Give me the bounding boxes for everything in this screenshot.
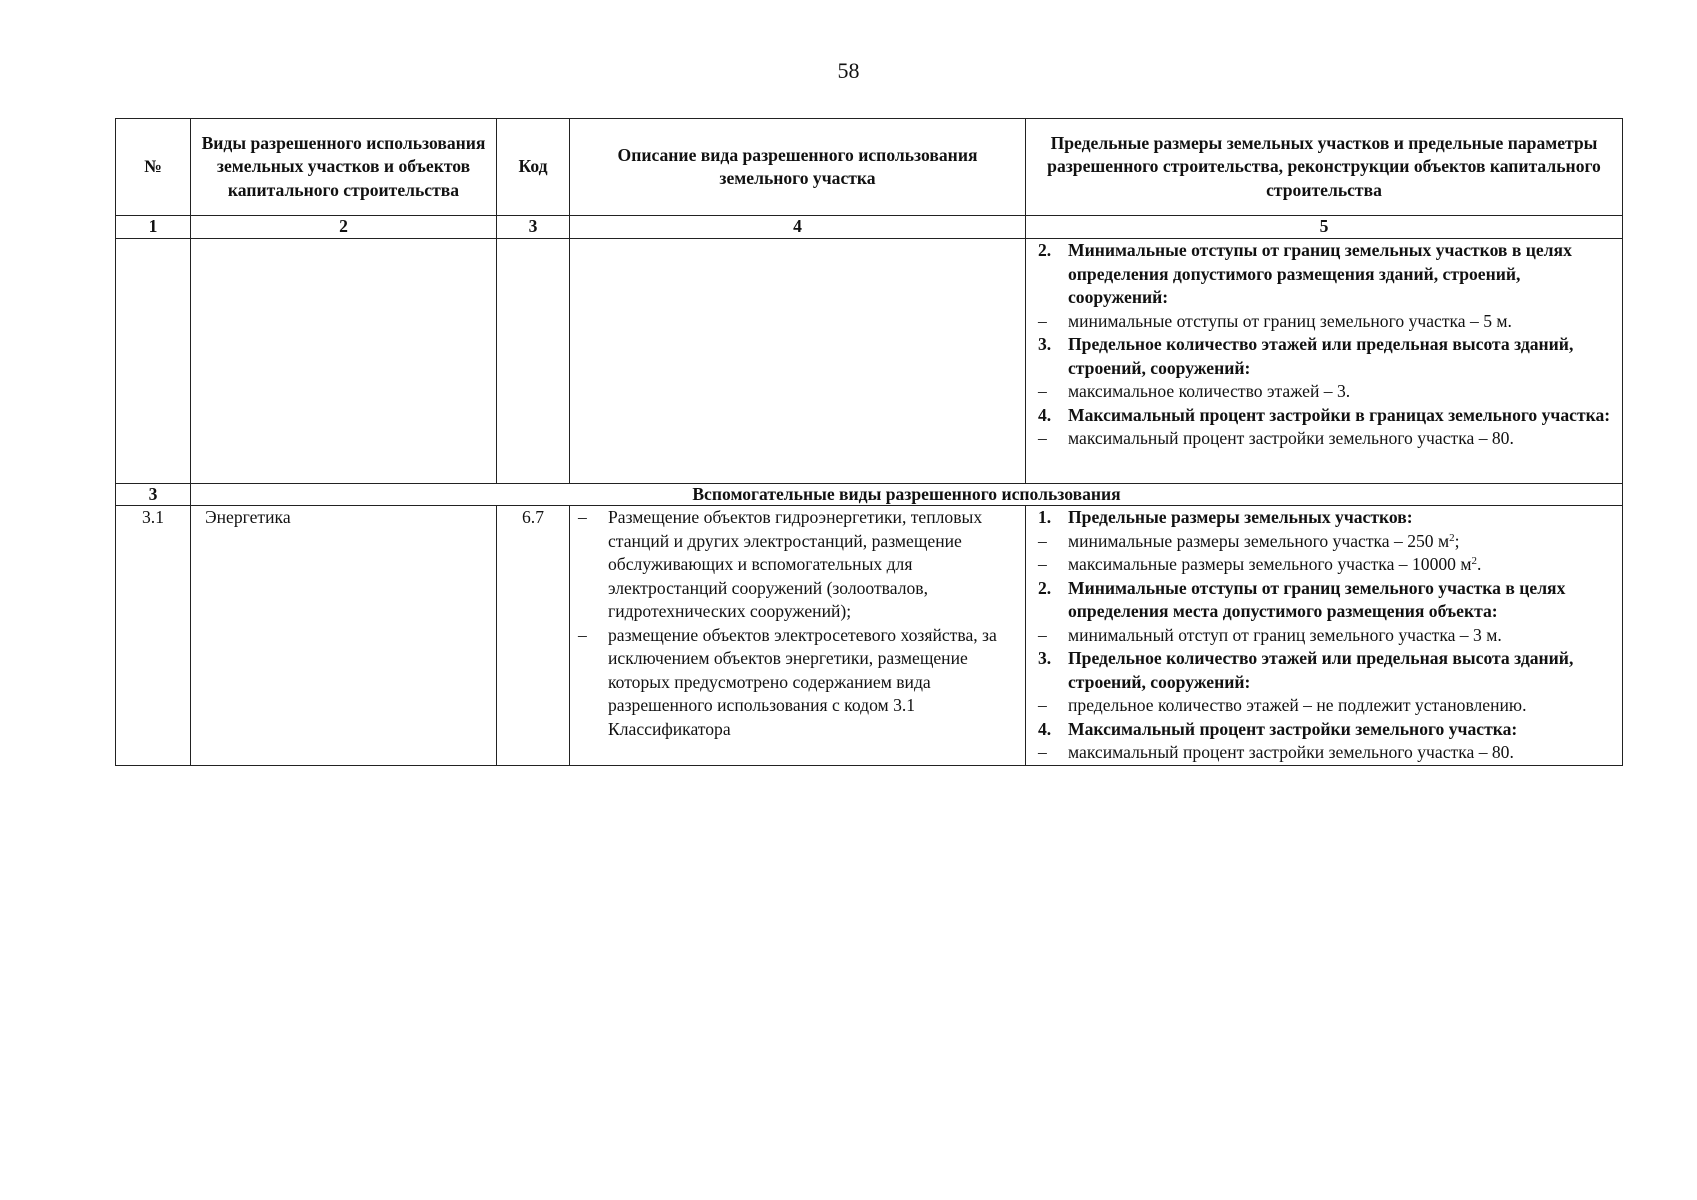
list-item [1038, 310, 1616, 334]
parameters-cell [1026, 239, 1623, 484]
list-item [1038, 624, 1616, 648]
header-number: № [116, 119, 191, 216]
use-code: 6.7 [497, 506, 570, 766]
list-text [1068, 624, 1616, 648]
superscript: 2 [1449, 531, 1455, 544]
list-text-main: минимальные отступы от границ земельного участка – 5 м. [1068, 310, 1512, 331]
list-marker: – [1038, 695, 1047, 715]
list-item [578, 624, 1017, 742]
empty-cell [116, 239, 191, 484]
list-item [1038, 553, 1616, 577]
list-text [1068, 427, 1616, 451]
list-text-main: Предельное количество этажей или предельная высота зданий, строений, сооружений: [1068, 334, 1574, 378]
list-text [1068, 404, 1616, 428]
list-marker: – [1038, 554, 1047, 574]
list-text [1068, 694, 1616, 718]
list-text-main: Предельное количество этажей или предельная высота зданий, строений, сооружений: [1068, 648, 1574, 692]
list-text-main: максимальный процент застройки земельного участка – 80. [1068, 742, 1514, 762]
list-text [1068, 647, 1616, 694]
list-marker: 4. [1038, 718, 1052, 739]
list-text [1068, 380, 1616, 404]
list-item [1038, 380, 1616, 404]
column-number: 4 [570, 216, 1026, 239]
superscript: 2 [1471, 555, 1477, 567]
empty-cell [570, 239, 1026, 484]
list-item [1038, 506, 1616, 530]
parameters-cell [1026, 506, 1623, 766]
list-marker: – [1038, 381, 1047, 401]
table-header-row [116, 119, 1623, 216]
row-number: 3.1 [116, 506, 191, 766]
list-text-main: Размещение объектов гидроэнергетики, тепловых станций и других электростанций, размещение обслуживающих и вспомогательных для электростанций сооружений (золоотвалов, гидротехнических сооружений); [608, 507, 983, 621]
table-row [116, 239, 1623, 484]
list-marker: 3. [1038, 334, 1052, 354]
header-parameters: Предельные размеры земельных участков и предельные параметры разрешенного строительства, реконструкции объектов капитального строительства [1026, 119, 1623, 216]
list-item [1038, 718, 1616, 742]
list-text-main: минимальные размеры земельного участка – 250 м [1068, 530, 1450, 551]
use-type-name: Энергетика [191, 506, 497, 766]
list-text-main: Максимальный процент застройки земельного участка: [1068, 718, 1518, 739]
section-title: Вспомогательные виды разрешенного использования [191, 484, 1623, 506]
header-code: Код [497, 119, 570, 216]
list-text [1068, 553, 1616, 577]
list-text [608, 506, 1017, 624]
list-text-main: Максимальный процент застройки в границах земельного участка: [1068, 404, 1611, 425]
list-item [578, 506, 1017, 624]
list-text-main: Минимальные отступы от границ земельных участков в целях определения допустимого размещения зданий, строений, сооружений: [1068, 240, 1572, 307]
list-marker: – [1038, 428, 1047, 448]
list-item [1038, 530, 1616, 554]
list-marker: – [1038, 310, 1047, 331]
list-text [1068, 718, 1616, 742]
list-text-main: максимальный процент застройки земельного участка – 80. [1068, 428, 1514, 448]
list-marker: – [578, 507, 587, 527]
list-marker: 2. [1038, 577, 1052, 598]
regulations-table [115, 118, 1623, 766]
list-text [1068, 577, 1616, 624]
list-text-main: Минимальные отступы от границ земельного участка в целях определения места допустимого размещения объекта: [1068, 577, 1566, 621]
list-marker: – [1038, 742, 1047, 762]
list-text [1068, 239, 1616, 310]
list-item [1038, 427, 1616, 451]
parameters-list [1038, 506, 1616, 765]
list-text-main: минимальный отступ от границ земельного участка – 3 м. [1068, 624, 1502, 645]
description-list [578, 506, 1017, 741]
list-text-main: предельное количество этажей – не подлежит установлению. [1068, 695, 1527, 715]
list-text-tail: ; [1454, 530, 1460, 551]
column-number: 1 [116, 216, 191, 239]
header-description: Описание вида разрешенного использования земельного участка [570, 119, 1026, 216]
section-number: 3 [116, 484, 191, 506]
list-text [1068, 530, 1616, 554]
list-marker: 4. [1038, 404, 1052, 425]
list-marker: – [1038, 530, 1047, 551]
list-item [1038, 239, 1616, 310]
list-item [1038, 577, 1616, 624]
list-marker: – [578, 624, 587, 645]
list-text [1068, 333, 1616, 380]
list-text [1068, 310, 1616, 334]
header-use-type: Виды разрешенного использования земельных участков и объектов капитального строительства [191, 119, 497, 216]
list-marker: 2. [1038, 240, 1052, 260]
column-number: 2 [191, 216, 497, 239]
column-number: 3 [497, 216, 570, 239]
list-item [1038, 333, 1616, 380]
list-marker: 1. [1038, 507, 1052, 527]
list-text-tail: . [1477, 554, 1482, 574]
list-text-main: максимальное количество этажей – 3. [1068, 381, 1351, 401]
empty-cell [497, 239, 570, 484]
list-text [608, 624, 1017, 742]
list-item [1038, 741, 1616, 765]
empty-cell [191, 239, 497, 484]
table-row [116, 506, 1623, 766]
list-text-main: максимальные размеры земельного участка – 10000 м [1068, 554, 1472, 574]
list-item [1038, 404, 1616, 428]
list-text-main: Предельные размеры земельных участков: [1068, 507, 1413, 527]
page-number: 58 [837, 58, 860, 83]
list-text [1068, 506, 1616, 530]
list-item [1038, 647, 1616, 694]
list-marker: – [1038, 624, 1047, 645]
parameters-list [1038, 239, 1616, 451]
description-cell [570, 506, 1026, 766]
list-marker: 3. [1038, 648, 1052, 668]
column-numbers-row [116, 216, 1623, 239]
list-text-main: размещение объектов электросетевого хозяйства, за исключением объектов энергетики, размещение которых предусмотрено содержанием вида разрешенного использования с кодом 3.1 Классификатора [608, 624, 997, 739]
list-item [1038, 694, 1616, 718]
section-row [116, 484, 1623, 506]
column-number: 5 [1026, 216, 1623, 239]
list-text [1068, 741, 1616, 765]
